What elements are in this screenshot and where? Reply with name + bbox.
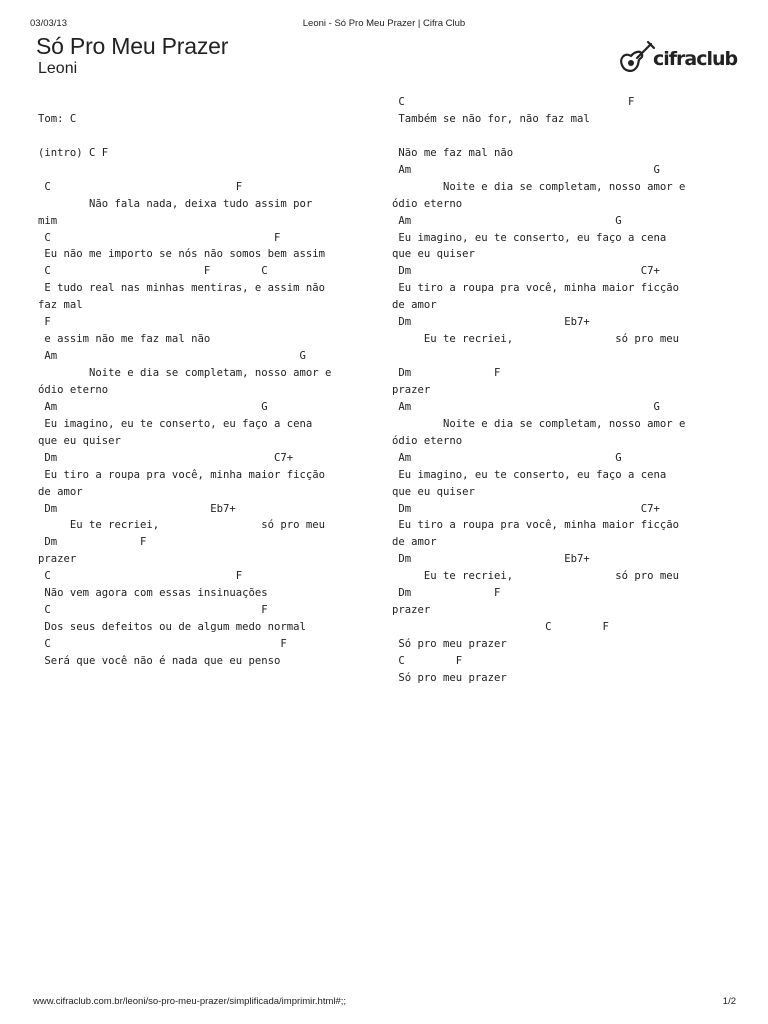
chord-sheet-line: Eu imagino, eu te conserto, eu faço a cena	[38, 417, 313, 430]
chord-sheet-line: Não me faz mal não	[392, 146, 514, 159]
chord-sheet-line	[38, 94, 363, 111]
chord-sheet-line: Noite e dia se completam, nosso amor e	[392, 417, 686, 430]
song-artist: Leoni	[38, 60, 78, 77]
chord-sheet-line: (intro) C F	[38, 146, 109, 159]
print-page-title: Leoni - Só Pro Meu Prazer | Cifra Club	[302, 18, 466, 29]
chord-sheet-line: de amor	[38, 485, 83, 498]
chord-sheet-line: ódio eterno	[392, 434, 463, 447]
chord-sheet-line: Dm Eb7+	[392, 316, 590, 329]
chord-sheet-line: F	[38, 316, 51, 329]
chord-sheet-line: Só pro meu prazer	[392, 671, 507, 684]
chord-sheet-line: Dos seus defeitos ou de algum medo normal	[38, 621, 306, 634]
chord-sheet-line: que eu quiser	[38, 434, 121, 447]
chord-sheet-line: C F	[38, 638, 287, 650]
chord-sheet-line	[392, 128, 722, 145]
chord-sheet-line: de amor	[392, 536, 437, 549]
chord-sheet-left-column	[38, 94, 363, 670]
chord-sheet-line: C F	[392, 96, 635, 108]
chord-sheet-line: C F	[38, 231, 281, 244]
chord-sheet-line: Noite e dia se completam, nosso amor e	[392, 180, 686, 193]
page-number: 1/2	[722, 996, 736, 1007]
song-title: Só Pro Meu Prazer	[36, 33, 229, 59]
chord-sheet-line: C F	[392, 621, 609, 634]
chord-sheet-line: E tudo real nas minhas mentiras, e assim não	[38, 282, 326, 295]
chord-sheet-line: faz mal	[38, 299, 83, 312]
print-header	[30, 18, 738, 32]
chord-sheet-line: Am G	[392, 451, 622, 464]
chord-sheet-line: Eu imagino, eu te conserto, eu faço a cena	[392, 231, 667, 244]
chord-sheet-line: Dm Eb7+	[38, 502, 236, 515]
chord-sheet-line: Dm C7+	[392, 502, 660, 515]
chord-sheet-line: Não fala nada, deixa tudo assim por	[38, 197, 313, 210]
chord-sheet-line: de amor	[392, 299, 437, 312]
chord-sheet-line: Dm C7+	[392, 265, 660, 278]
chord-sheet-line: Am G	[38, 400, 268, 413]
chord-sheet-line	[38, 128, 363, 145]
chord-sheet-line: Eu te recriei, só pro meu	[392, 570, 680, 583]
chord-sheet-line: Am G	[38, 350, 306, 363]
chord-sheet-line: Também se não for, não faz mal	[392, 112, 590, 125]
chord-sheet-line: Dm Eb7+	[392, 553, 590, 566]
chord-sheet-line: C F	[38, 180, 243, 193]
chord-sheet-line: Só pro meu prazer	[392, 638, 507, 650]
chord-sheet-line: C F	[392, 654, 463, 667]
chord-sheet-line: Noite e dia se completam, nosso amor e	[38, 367, 332, 379]
chord-sheet-line: Eu imagino, eu te conserto, eu faço a cena	[392, 468, 667, 481]
chord-sheet-line: mim	[38, 214, 58, 227]
print-footer	[33, 996, 736, 1010]
chord-sheet-line: Dm F	[392, 587, 501, 600]
chord-sheet-line	[38, 162, 363, 179]
chord-sheet-line: que eu quiser	[392, 248, 475, 261]
chord-sheet-line: prazer	[392, 383, 431, 396]
chord-sheet-line: Será que você não é nada que eu penso	[38, 654, 281, 667]
guitar-icon	[617, 38, 657, 78]
chord-sheet-line: Eu tiro a roupa pra você, minha maior ficção	[392, 519, 680, 532]
chord-sheet-line: que eu quiser	[392, 485, 475, 498]
chord-sheet-line: Eu te recriei, só pro meu	[38, 519, 326, 532]
chord-sheet-line: Dm F	[38, 536, 147, 549]
chord-sheet-line: prazer	[38, 553, 77, 566]
chord-sheet-line: Am G	[392, 163, 660, 176]
chord-sheet-line: prazer	[392, 604, 431, 617]
chord-sheet-line: Dm F	[392, 367, 501, 379]
chord-sheet-line: Am G	[392, 400, 660, 413]
chord-sheet-line: C F	[38, 570, 243, 583]
print-date: 03/03/13	[30, 18, 67, 29]
chord-sheet-line: Não vem agora com essas insinuações	[38, 587, 268, 600]
chord-sheet-line: ódio eterno	[38, 383, 109, 396]
chord-sheet-line: e assim não me faz mal não	[38, 333, 211, 346]
chord-sheet-line: Am G	[392, 214, 622, 227]
chord-sheet-right-column	[392, 94, 722, 687]
chord-sheet-line: Eu não me importo se nós não somos bem assim	[38, 248, 326, 261]
print-url: www.cifraclub.com.br/leoni/so-pro-meu-prazer/simplificada/imprimir.html#;;	[33, 996, 347, 1007]
chord-sheet-line: C F	[38, 604, 268, 617]
chord-sheet-line: C F C	[38, 265, 268, 278]
chord-sheet-line: ódio eterno	[392, 197, 463, 210]
chord-sheet-line	[392, 348, 722, 365]
logo-text: cifraclub	[653, 48, 738, 70]
cifraclub-logo	[617, 38, 738, 78]
chord-sheet-line: Eu te recriei, só pro meu	[392, 333, 680, 346]
chord-sheet-line: Tom: C	[38, 112, 77, 125]
chord-sheet-line: Eu tiro a roupa pra você, minha maior ficção	[38, 468, 326, 481]
chord-sheet-line: Eu tiro a roupa pra você, minha maior ficção	[392, 282, 680, 295]
chord-sheet-line: Dm C7+	[38, 451, 294, 464]
